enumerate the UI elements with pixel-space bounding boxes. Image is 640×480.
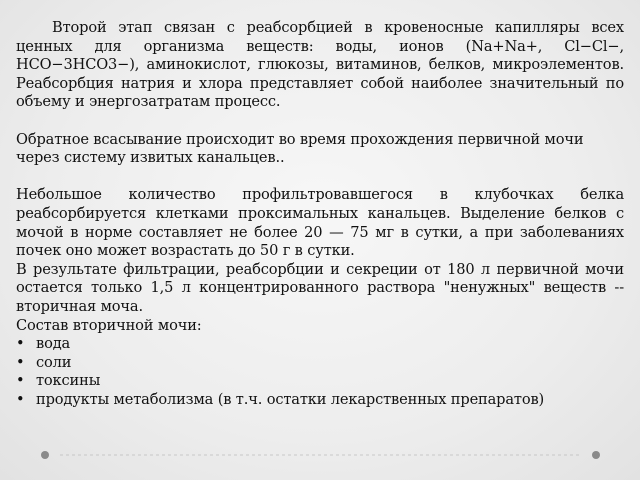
list-item (16, 372, 624, 391)
list-item-text: токсины (36, 372, 101, 390)
paragraph-gap (16, 112, 624, 131)
list-item (16, 354, 624, 373)
decorative-dot-right (592, 451, 600, 459)
list-item (16, 391, 624, 410)
paragraph-gap (16, 168, 624, 187)
paragraph-secondary-urine: В результате фильтрации, реабсорбции и секреции от 180 л первичной мочи остается только 1,5 л концентрированного раствора "ненужных" веществ -- вторичная моча. (16, 260, 624, 315)
paragraph-protein-reabsorption: Небольшое количество профильтровавшегося в клубочках белка реабсорбируется клетками проксимальных канальцев. Выделение белков с мочой в норме составляет не более 20 — 75 мг в сутки, а при заболеваниях почек оно может возрастать до 50 г в сутки. (16, 186, 624, 260)
paragraph-composition-heading: Состав вторичной мочи: (16, 316, 202, 334)
bullet-icon: • (16, 372, 25, 390)
decorative-dot-left (41, 451, 49, 459)
paragraph-reverse-absorption: Обратное всасывание происходит во время прохождения первичной мочи через систему извитых канальцев.. (16, 130, 584, 167)
list-item-text: соли (36, 353, 72, 371)
paragraph-reabsorption-stage: Второй этап связан с реабсорбцией в кровеносные капилляры всех ценных для организма веществ: воды, ионов (Na+Na+, Cl−Cl−, HCO−3HCO3−), аминокислот, глюкозы, витаминов, белков, микроэлементов. Реабсорбция натрия и хлора представляет собой наиболее значительный по объему и энергозатратам процесс. (16, 19, 624, 111)
bullet-icon: • (16, 335, 25, 353)
list-item (16, 335, 624, 354)
slide-content (16, 19, 624, 409)
bullet-icon: • (16, 390, 25, 408)
slide-footer-decoration (0, 449, 640, 461)
composition-list (16, 335, 624, 409)
bullet-icon: • (16, 353, 25, 371)
decorative-rule (60, 454, 580, 456)
list-item-text: вода (36, 335, 71, 353)
list-item-text: продукты метаболизма (в т.ч. остатки лекарственных препаратов) (36, 390, 545, 408)
